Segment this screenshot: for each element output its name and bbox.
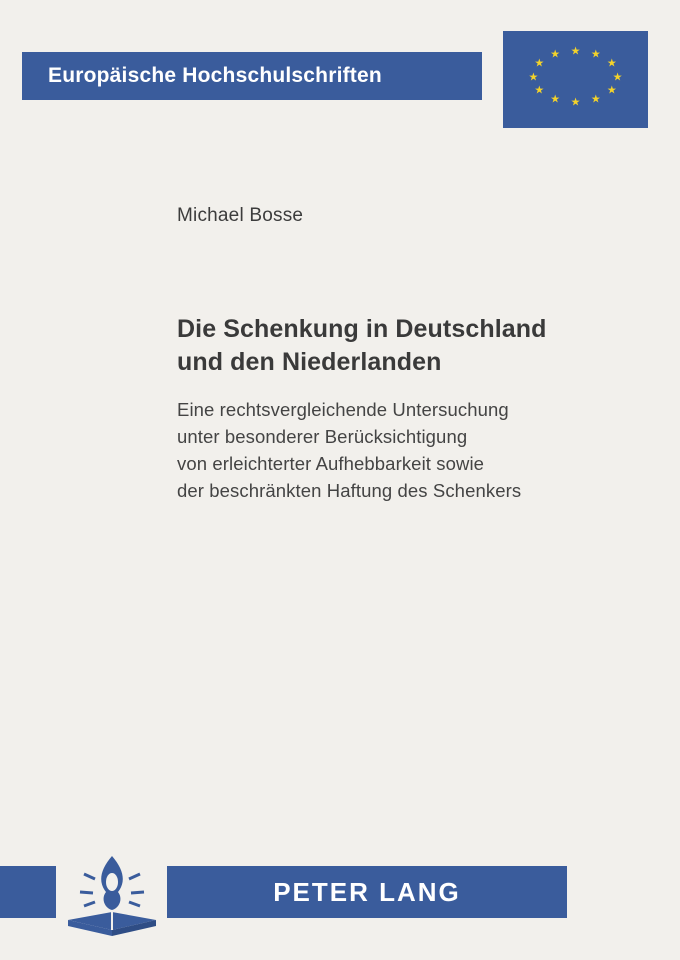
star: ★ — [606, 84, 617, 97]
star: ★ — [550, 93, 561, 106]
star: ★ — [570, 45, 581, 58]
star: ★ — [606, 57, 617, 70]
publisher-name: PETER LANG — [273, 876, 461, 907]
eu-flag-stars — [503, 31, 648, 128]
star: ★ — [570, 96, 581, 109]
book-subtitle — [177, 396, 627, 504]
subtitle-line-1: Eine rechtsvergleichende Untersuchung — [177, 399, 509, 420]
star: ★ — [590, 93, 601, 106]
bottom-left-accent-bar — [0, 866, 56, 918]
subtitle-line-4: der beschränkten Haftung des Schenkers — [177, 480, 522, 501]
star: ★ — [612, 71, 623, 84]
title-line-2: und den Niederlanden — [177, 348, 442, 376]
book-title — [177, 313, 617, 379]
peter-lang-logo-icon — [62, 848, 162, 940]
subtitle-line-3: von erleichterter Aufhebbarkeit sowie — [177, 453, 485, 474]
series-band — [22, 52, 482, 100]
star: ★ — [590, 48, 601, 61]
star: ★ — [534, 57, 545, 70]
title-line-1: Die Schenkung in Deutschland — [177, 315, 547, 343]
star: ★ — [528, 71, 539, 84]
publisher-bar — [167, 866, 567, 918]
star: ★ — [550, 48, 561, 61]
star: ★ — [534, 84, 545, 97]
subtitle-line-2: unter besonderer Berücksichtigung — [177, 426, 468, 447]
series-title: Europäische Hochschulschriften — [48, 64, 382, 87]
eu-flag-icon — [503, 31, 648, 128]
author-name: Michael Bosse — [177, 205, 304, 226]
